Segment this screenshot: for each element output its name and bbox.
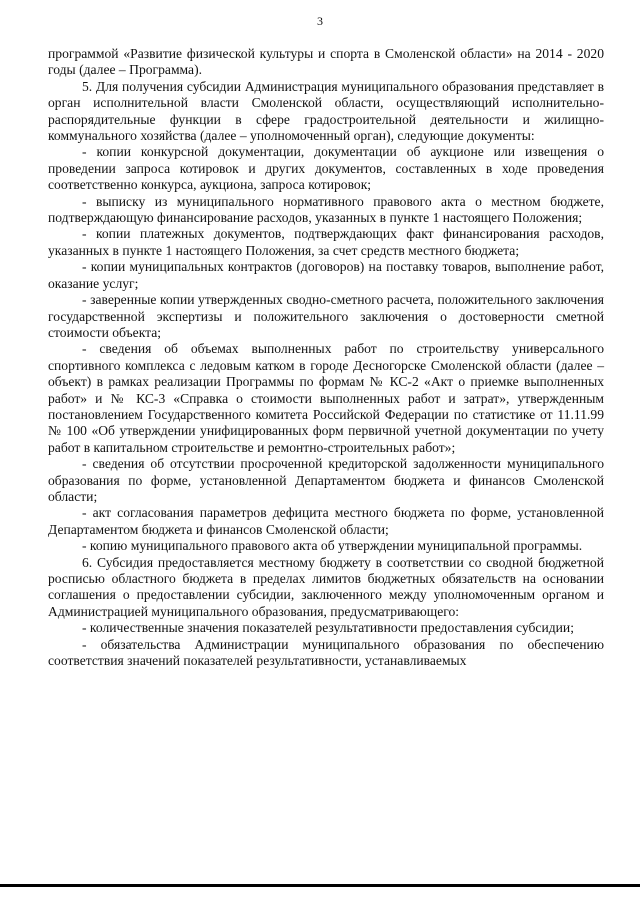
list-item: - сведения об объемах выполненных работ по строительству универсального спортивного комплекса с ледовым катком в городе Десногорске Смоленской области (далее – объект) в рамках реализации Программы по формам № КС-2 «Акт о приемке выполненных работ» и № КС-3 «Справка о стоимости выполненных работ и затрат», утвержденным постановлением Государственного комитета Российской Федерации по статистике от 11.11.99 № 100 «Об утверждении унифицированных форм первичной учетной документации по учету работ в капитальном строительстве и ремонтно-строительных работ»; <box>48 341 604 455</box>
list-item: - количественные значения показателей результативности предоставления субсидии; <box>82 620 574 636</box>
list-item: - копии конкурсной документации, документации об аукционе или извещения о проведении запроса котировок и других документов, составленных в ходе проведения соответственно конкурса, аукциона, запроса котировок; <box>48 144 604 193</box>
bottom-rule <box>0 884 640 887</box>
paragraph: 6. Субсидия предоставляется местному бюджету в соответствии со сводной бюджетной росписью областного бюджета в пределах лимитов бюджетных обязательств на основании соглашения о предоставлении субсидии, заключенного между уполномоченным органом и Администрацией муниципального образования, предусматривающего: <box>48 554 604 619</box>
list-item: - обязательства Администрации муниципального образования по обеспечению соответствия значений показателей результативности, устанавливаемых <box>48 636 604 669</box>
page-number: 3 <box>317 14 323 28</box>
list-item: - выписку из муниципального нормативного правового акта о местном бюджете, подтверждающую финансирование расходов, указанных в пункте 1 настоящего Положения; <box>48 193 604 226</box>
list-item: - сведения об отсутствии просроченной кредиторской задолженности муниципального образования по форме, установленной Департаментом бюджета и финансов Смоленской области; <box>48 456 604 504</box>
list-item: - заверенные копии утвержденных сводно-сметного расчета, положительного заключения государственной экспертизы и положительного заключения о достоверности сметной стоимости объекта; <box>48 292 604 340</box>
list-item: - копии муниципальных контрактов (договоров) на поставку товаров, выполнение работ, оказание услуг; <box>48 259 604 291</box>
document-body <box>48 46 604 669</box>
paragraph: программой «Развитие физической культуры и спорта в Смоленской области» на 2014 - 2020 годы (далее – Программа). <box>48 46 604 78</box>
paragraph: 5. Для получения субсидии Администрация муниципального образования представляет в орган исполнительной власти Смоленской области, осуществляющий исполнительно-распорядительные функции в сфере градостроительной деятельности и жилищно-коммунального хозяйства (далее – уполномоченный орган), следующие документы: <box>48 78 604 144</box>
list-item: - копии платежных документов, подтверждающих факт финансирования расходов, указанных в пункте 1 настоящего Положения, за счет средств местного бюджета; <box>48 226 604 258</box>
list-item: - копию муниципального правового акта об утверждении муниципальной программы. <box>82 538 583 554</box>
list-item: - акт согласования параметров дефицита местного бюджета по форме, установленной Департаментом бюджета и финансов Смоленской области; <box>48 505 604 537</box>
